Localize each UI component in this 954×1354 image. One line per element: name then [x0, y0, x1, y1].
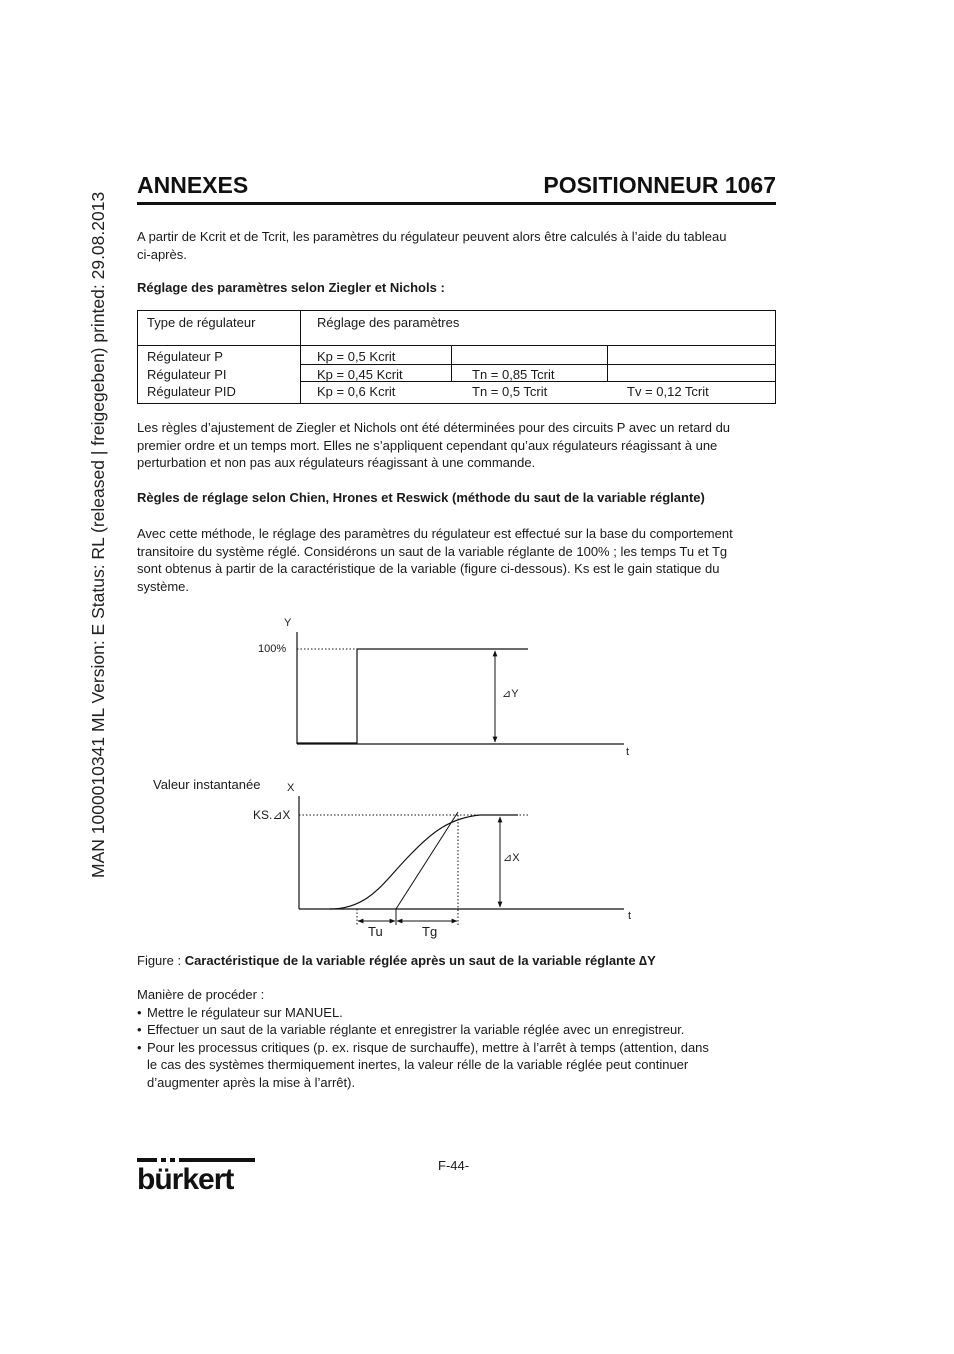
table-cell: Tn = 0,5 Tcrit	[472, 384, 548, 399]
table-cell: Régulateur PID	[147, 384, 236, 399]
table-header-type: Type de régulateur	[147, 315, 256, 330]
level-label-100: 100%	[258, 643, 287, 655]
list-item: • Pour les processus critiques (p. ex. risque de surchauffe), mettre à l’arrêt à temps (attention, dans	[137, 1039, 709, 1057]
response-curve	[330, 815, 518, 909]
y-axis-label: Y	[284, 617, 292, 629]
ks-level-label: KS.⊿X	[253, 808, 291, 822]
procedure-list: Manière de procéder : • Mettre le régulateur sur MANUEL. • Effectuer un saut de la variable réglante et enregistrer la variable réglée avec un enregistreur. • Pour les processus critiques (p. ex. risque de surchauffe), mettre à l’arrêt à temps (attention, dans le cas des systèmes thermiquement inertes, la valeur rélle de la variable réglée peut continuer d’augmenter après la mise à l’arrêt).	[137, 986, 709, 1091]
list-item: • Mettre le régulateur sur MANUEL.	[137, 1004, 709, 1022]
table-header-settings: Réglage des paramètres	[317, 315, 460, 330]
intro-paragraph: A partir de Kcrit et de Tcrit, les paramètres du régulateur peuvent alors être calculés à l’aide du tableau ci-après.	[137, 229, 727, 262]
tu-label: Tu	[368, 924, 383, 939]
burkert-logo	[137, 1158, 257, 1197]
header-section-title: ANNEXES	[137, 172, 249, 198]
figure-caption: Figure : Caractéristique de la variable réglée après un saut de la variable réglante ∆Y	[137, 953, 656, 968]
table-cell: Tv = 0,12 Tcrit	[627, 384, 709, 399]
table-cell: Kp = 0,45 Kcrit	[317, 367, 403, 382]
table-cell: Régulateur P	[147, 349, 223, 364]
table-cell: Kp = 0,5 Kcrit	[317, 349, 396, 364]
section-title-ziegler: Réglage des paramètres selon Ziegler et Nichols :	[137, 280, 445, 295]
list-item: • Effectuer un saut de la variable réglante et enregistrer la variable réglée avec un enregistreur.	[137, 1021, 709, 1039]
tg-label: Tg	[422, 924, 438, 939]
page-number: F-44-	[438, 1158, 470, 1173]
document-status-stamp: MAN 1000010341 ML Version: E Status: RL (released | freigegeben) printed: 29.08.2013	[88, 191, 108, 878]
header-product-title: POSITIONNEUR 1067	[543, 172, 776, 198]
x-axis-label: X	[287, 782, 295, 794]
section-title-chien: Règles de réglage selon Chien, Hrones et Reswick (méthode du saut de la variable réglante)	[137, 490, 705, 505]
step-input-line	[297, 649, 528, 743]
delta-x-label: ⊿X	[503, 852, 520, 864]
svg-text:bürkert: bürkert	[137, 1163, 234, 1192]
table-cell: Régulateur PI	[147, 367, 227, 382]
t-axis-label: t	[628, 910, 632, 922]
delta-y-label: ⊿Y	[502, 688, 519, 700]
t-axis-label: t	[626, 746, 630, 758]
method-paragraph: Avec cette méthode, le réglage des paramètres du régulateur est effectué sur la base du comportement transitoire du système réglé. Considérons un saut de la variable réglante de 100% ; les temps Tu et Tg sont obtenus à partir de la caractéristique de la variable (figure ci-dessous). Ks est le gain statique du système.	[137, 526, 733, 594]
ziegler-notes-paragraph: Les règles d’ajustement de Ziegler et Nichols ont été déterminées pour des circuits P avec un retard du premier ordre et un temps mort. Elles ne s’appliquent cependant qu’aux régulateurs réagissant à une perturbation et non pas aux régulateurs réagissant à une commande.	[137, 420, 731, 470]
table-cell: Kp = 0,6 Kcrit	[317, 384, 396, 399]
instant-value-label: Valeur instantanée	[153, 777, 261, 792]
table-cell: Tn = 0,85 Tcrit	[472, 367, 555, 382]
